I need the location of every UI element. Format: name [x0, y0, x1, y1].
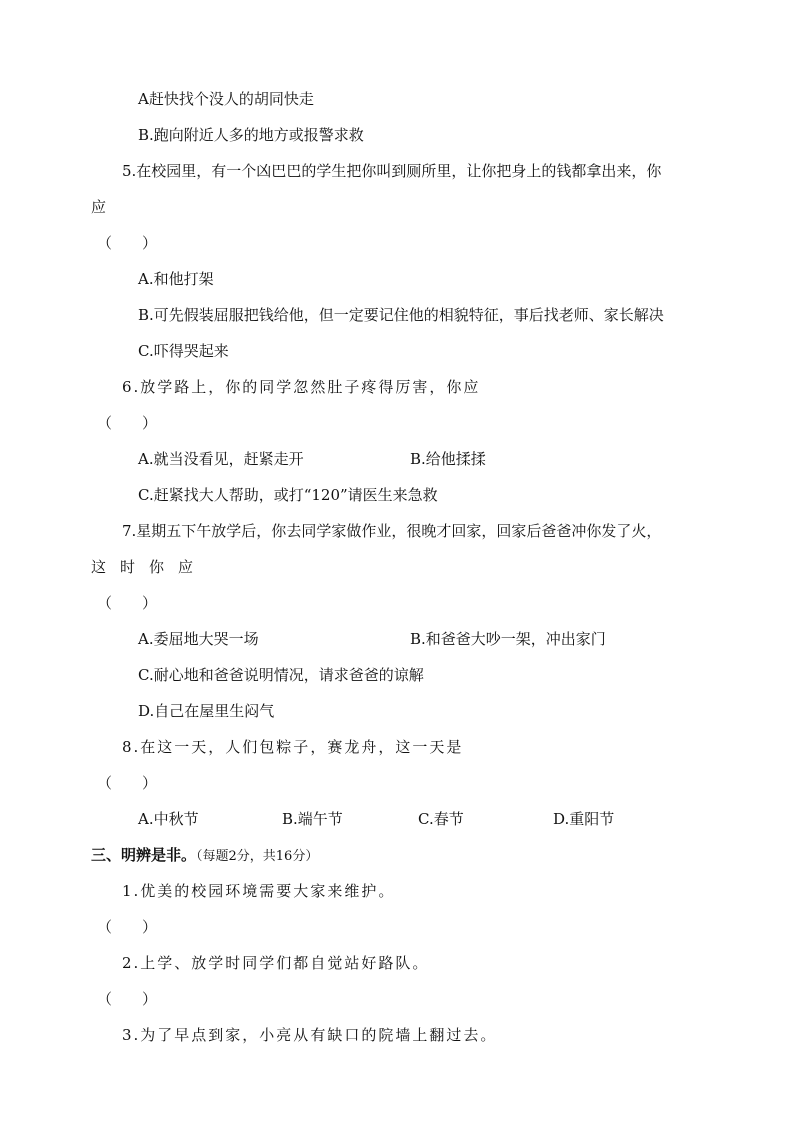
q7-answer-blank: （ ）: [97, 594, 158, 612]
q7-option-b: B.和爸爸大吵一架，冲出家门: [410, 630, 606, 648]
q8-option-b: B.端午节: [282, 810, 343, 828]
section-3-title: 三、明辨是非。: [91, 846, 197, 864]
q8-answer-blank: （ ）: [97, 774, 158, 792]
q4-option-b: B.跑向附近人多的地方或报警求救: [138, 126, 364, 144]
q6-option-c: C.赶紧找大人帮助，或打“120”请医生来急救: [138, 486, 438, 504]
s1-answer-blank: （ ）: [97, 918, 158, 936]
q6-option-b: B.给他揉揉: [410, 450, 486, 468]
q7-option-c: C.耐心地和爸爸说明情况，请求爸爸的谅解: [138, 666, 424, 684]
q5-text-cont: 应: [91, 198, 107, 216]
q6-answer-blank: （ ）: [97, 414, 158, 432]
q8-option-a: A.中秋节: [138, 810, 199, 828]
q7-option-a: A.委屈地大哭一场: [138, 630, 259, 648]
q7-option-d: D.自己在屋里生闷气: [138, 702, 275, 720]
q7-text: 7.星期五下午放学后，你去同学家做作业，很晚才回家，回家后爸爸冲你发了火，: [122, 522, 662, 540]
q8-option-d: D.重阳节: [553, 810, 615, 828]
q6-text: 6.放学路上，你的同学忽然肚子疼得厉害，你应: [122, 378, 481, 396]
q5-option-a: A.和他打架: [138, 270, 214, 288]
s2-statement: 2.上学、放学时同学们都自觉站好路队。: [122, 954, 430, 972]
q5-text: 5.在校园里，有一个凶巴巴的学生把你叫到厕所里，让你把身上的钱都拿出来，你: [122, 162, 662, 180]
s1-statement: 1.优美的校园环境需要大家来维护。: [122, 882, 396, 900]
s3-statement: 3.为了早点到家，小亮从有缺口的院墙上翻过去。: [122, 1026, 498, 1044]
q5-answer-blank: （ ）: [97, 234, 158, 252]
section-3-scoring-note: （每题2分，共16分）: [196, 849, 319, 864]
section-3-heading: [91, 845, 318, 867]
q5-option-b: B.可先假装屈服把钱给他，但一定要记住他的相貌特征，事后找老师、家长解决: [138, 306, 664, 324]
q5-option-c: C.吓得哭起来: [138, 342, 229, 360]
s2-answer-blank: （ ）: [97, 990, 158, 1008]
q8-option-c: C.春节: [418, 810, 464, 828]
q6-option-a: A.就当没看见，赶紧走开: [138, 450, 304, 468]
q8-text: 8.在这一天，人们包粽子，赛龙舟，这一天是: [122, 738, 464, 756]
q4-option-a: A赶快找个没人的胡同快走: [138, 90, 314, 108]
q7-text-cont: 这时你应: [91, 558, 208, 576]
